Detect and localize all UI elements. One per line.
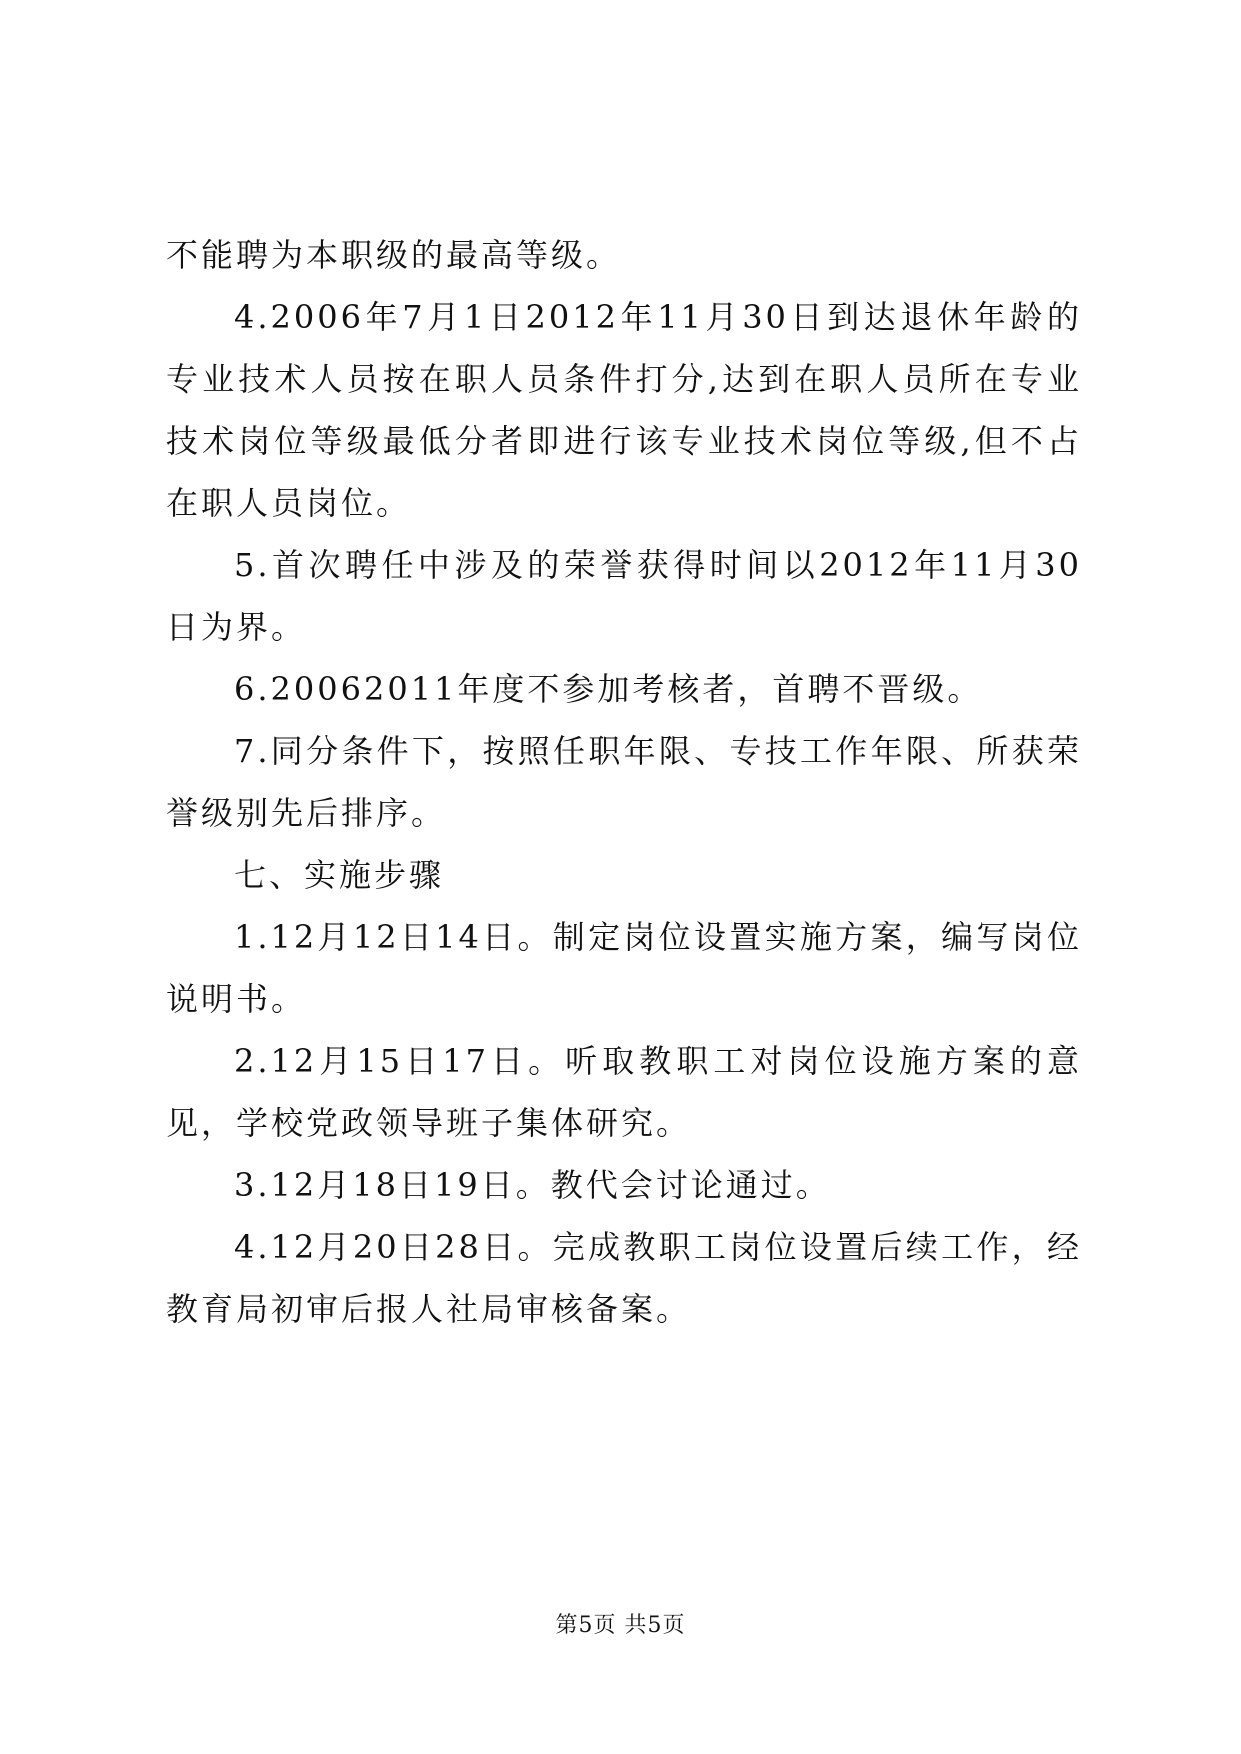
paragraph-3: 5.首次聘任中涉及的荣誉获得时间以2012年11月30日为界。 — [166, 546, 1082, 646]
page-footer: 第5页 共5页 — [555, 1613, 686, 1638]
paragraph-5: 7.同分条件下，按照任职年限、专技工作年限、所获荣誉级别先后排序。 — [166, 732, 1082, 832]
paragraph-9: 3.12月18日19日。教代会讨论通过。 — [234, 1166, 831, 1204]
paragraph-8: 2.12月15日17日。听取教职工对岗位设施方案的意见，学校党政领导班子集体研究。 — [166, 1042, 1082, 1142]
paragraph-4: 6.20062011年度不参加考核者，首聘不晋级。 — [234, 670, 983, 708]
document-body — [166, 224, 1082, 1340]
paragraph-1: 不能聘为本职级的最高等级。 — [166, 236, 622, 274]
section-heading: 七、实施步骤 — [234, 856, 445, 894]
paragraph-7: 1.12月12日14日。制定岗位设置实施方案，编写岗位说明书。 — [166, 918, 1082, 1018]
paragraph-2: 4.2006年7月1日2012年11月30日到达退休年龄的专业技术人员按在职人员条件打分,达到在职人员所在专业技术岗位等级最低分者即进行该专业技术岗位等级,但不占在职人员岗位。 — [166, 298, 1082, 522]
paragraph-10: 4.12月20日28日。完成教职工岗位设置后续工作，经教育局初审后报人社局审核备案。 — [166, 1228, 1082, 1328]
